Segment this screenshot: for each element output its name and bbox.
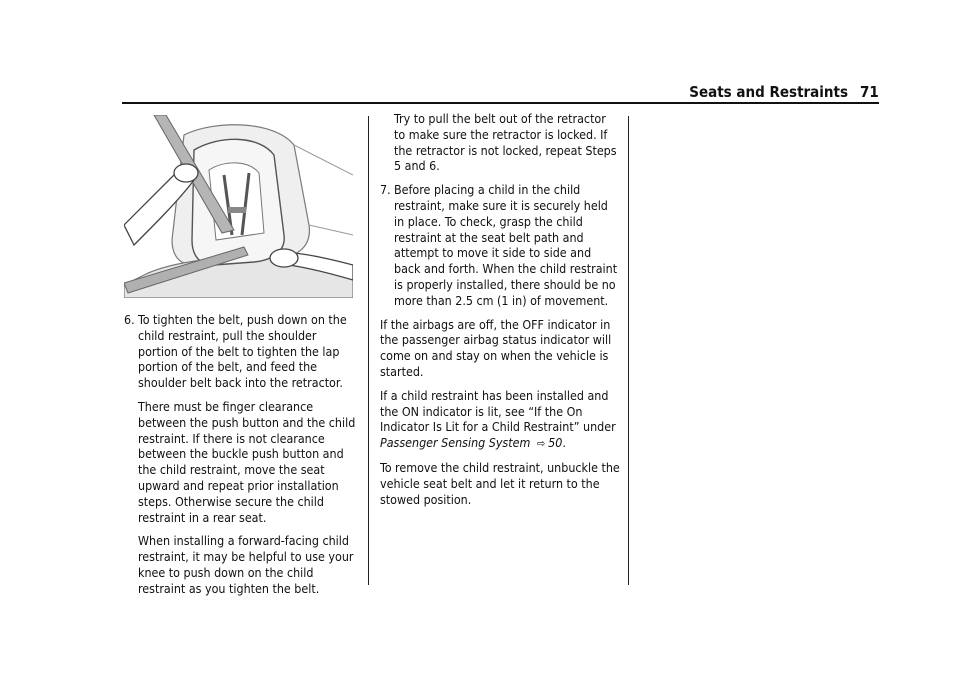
remove-restraint-paragraph: To remove the child restraint, unbuckle the vehicle seat belt and let it return to the stowed position. bbox=[380, 459, 620, 507]
page-number: 71 bbox=[860, 83, 879, 101]
passenger-sensing-system-link[interactable]: Passenger Sensing System bbox=[380, 435, 531, 451]
step-6-number: 6. bbox=[124, 312, 135, 327]
on-indicator-paragraph bbox=[380, 388, 620, 452]
step-7-number: 7. bbox=[380, 182, 391, 198]
step-6-text: To tighten the belt, push down on the child restraint, pull the shoulder portion of the belt to tighten the lap portion of the belt, and feed the shoulder belt back into the retractor. bbox=[138, 312, 347, 391]
column-divider-right bbox=[628, 116, 629, 585]
header-rule bbox=[122, 102, 879, 104]
step-7 bbox=[380, 182, 620, 308]
page-reference-number[interactable]: 50 bbox=[548, 435, 563, 451]
step-6-retractor-check: Try to pull the belt out of the retractor to make sure the retractor is locked. If the retractor is not locked, repeat Steps 5 and 6. bbox=[394, 111, 617, 174]
step-6-clearance-paragraph: There must be finger clearance between the push button and the child restraint. If there is not clearance between the buckle push button and the child restraint, move the seat upward and repeat prior installation steps. Otherwise secure the child restraint in a rear seat. bbox=[138, 398, 356, 525]
airbag-off-paragraph: If the airbags are off, the OFF indicator in the passenger airbag status indicator will come on and stay on when the vehicle is started. bbox=[380, 316, 612, 379]
page-header-title: Seats and Restraints bbox=[689, 83, 848, 101]
child-restraint-illustration bbox=[124, 115, 353, 298]
step-6-knee-paragraph: When installing a forward-facing child restraint, it may be helpful to use your knee to push down on the child restraint as you tighten the belt. bbox=[138, 533, 354, 596]
on-indicator-end: . bbox=[562, 435, 566, 451]
step-6 bbox=[124, 312, 356, 391]
on-indicator-text: If a child restraint has been installed and the ON indicator is lit, see “If the On Indicator Is Lit for a Child Restraint” under bbox=[380, 387, 616, 435]
page-reference-arrow-icon: ⇨ bbox=[536, 437, 546, 451]
middle-text-column bbox=[380, 111, 620, 515]
left-text-column bbox=[124, 312, 356, 605]
step-7-text: Before placing a child in the child restraint, make sure it is securely held in place. To check, grasp the child restraint at the seat belt path and attempt to move it side to side and back and forth. When the child restraint is properly installed, there should be no more than 2.5 cm (1 in) of movement. bbox=[394, 182, 618, 308]
column-divider-left bbox=[368, 116, 369, 585]
